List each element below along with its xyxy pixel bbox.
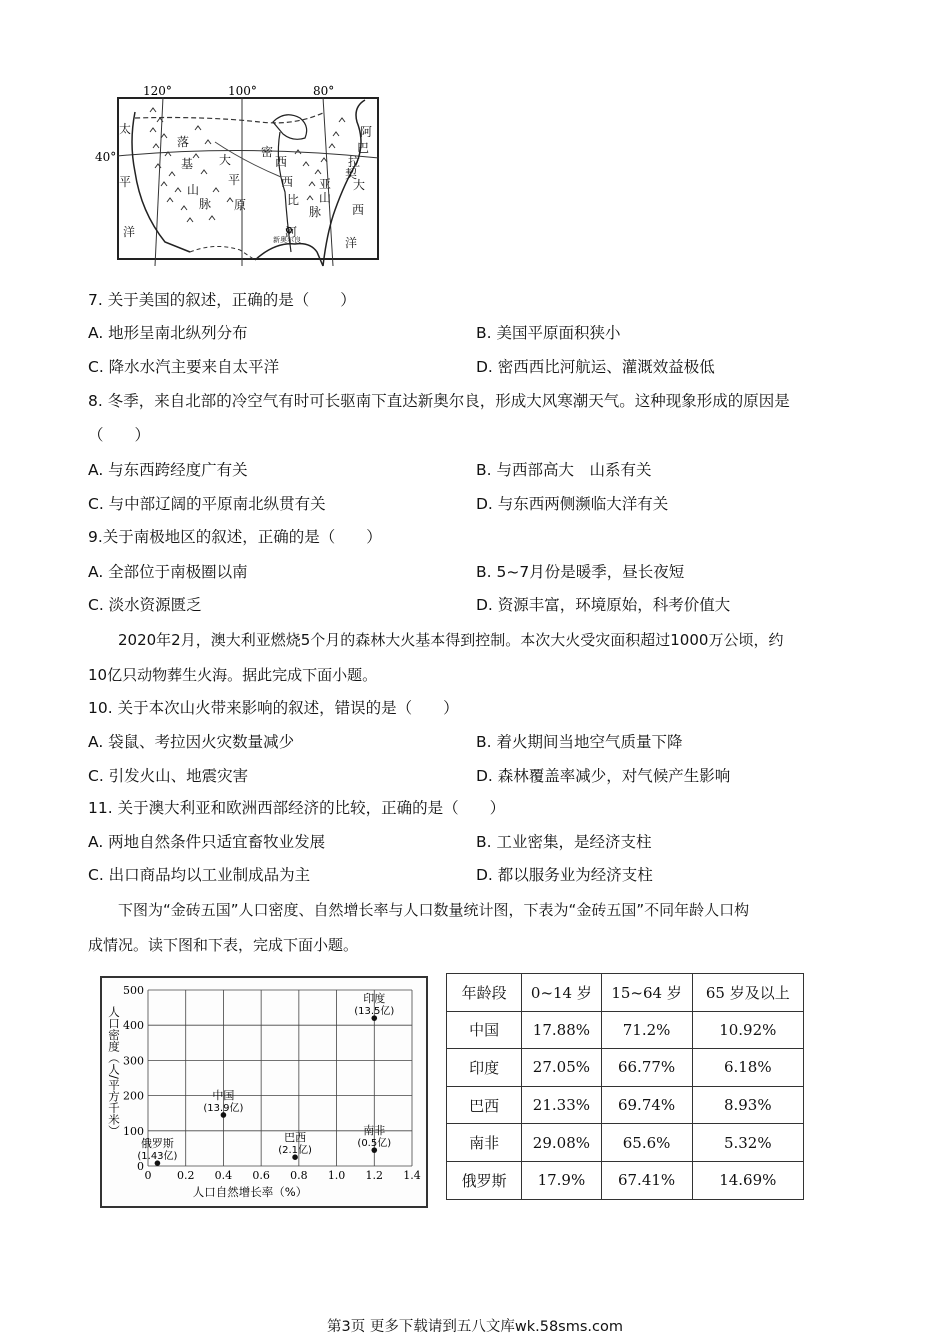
question-10-stem: 10. 关于本次山火带来影响的叙述，错误的是（ ） [88,699,459,717]
x-tick-label: 0 [144,1169,152,1182]
point-pop-label: (13.9亿) [203,1102,244,1114]
table-cell: 67.41% [601,1161,692,1199]
x-tick-label: 0.6 [252,1169,270,1182]
table-row [447,1161,804,1199]
table-cell: 俄罗斯 [447,1161,522,1199]
passage1-line2: 10亿只动物葬生火海。据此完成下面小题。 [88,666,378,684]
table-cell: 印度 [447,1049,522,1087]
q9-option-a: A. 全部位于南极圈以南 [88,563,248,581]
map-label-rocky: 脉 [199,197,212,211]
x-tick-label: 0.4 [214,1169,233,1182]
map-label-appalachian: 巴 [357,141,370,155]
table-cell: 29.08% [522,1124,601,1162]
map-label-mississippi: 西 [281,175,294,189]
table-header-row [447,974,804,1012]
q8-option-a: A. 与东西跨经度广有关 [88,461,248,479]
table-header-cell: 年龄段 [447,974,522,1012]
table-cell: 5.32% [692,1124,803,1162]
table-cell: 14.69% [692,1161,803,1199]
table-cell: 17.9% [522,1161,601,1199]
meridian-120 [155,97,163,266]
y-tick-label: 200 [123,1089,144,1103]
map-label-mississippi: 比 [287,193,300,207]
q10-option-c: C. 引发火山、地震灾害 [88,767,249,785]
map-label-plains: 平 [228,173,241,187]
table-cell: 南非 [447,1124,522,1162]
map-label-new-orleans: 新奥尔良 [273,236,301,244]
lon-label: 80° [313,84,335,98]
question-8-stem: 8. 冬季，来自北部的冷空气有时可长驱南下直达新奥尔良，形成大风寒潮天气。这种现象形成的原因是 [88,392,790,410]
map-label-plains: 原 [234,198,247,212]
table-row [447,1124,804,1162]
x-axis-label: 人口自然增长率（%） [192,1185,308,1199]
map-label-atlantic: 洋 [345,236,358,250]
q10-option-d: D. 森林覆盖率减少，对气候产生影响 [476,767,731,785]
q9-option-b: B. 5~7月份是暖季，昼长夜短 [476,563,685,581]
q10-option-a: A. 袋鼠、考拉因火灾数量减少 [88,733,295,751]
q11-option-c: C. 出口商品均以工业制成品为主 [88,866,311,884]
map-label-appalachian: 山 [319,191,332,205]
table-cell: 中国 [447,1011,522,1049]
scatter-chart [100,976,428,1208]
q7-option-a: A. 地形呈南北纵列分布 [88,324,248,342]
q7-option-d: D. 密西西比河航运、灌溉效益极低 [476,358,715,376]
table-cell: 71.2% [601,1011,692,1049]
table-header-cell: 65 岁及以上 [692,974,803,1012]
q11-option-a: A. 两地自然条件只适宜畜牧业发展 [88,833,326,851]
y-tick-label: 0 [137,1160,144,1173]
border-south [190,246,255,260]
map-label-mississippi: 河 [285,225,298,239]
question-8-stem-cont: （ ） [88,426,151,444]
point-name-label: 中国 [212,1088,235,1102]
point-pop-label: (13.5亿) [354,1006,395,1018]
map-label-pacific: 平 [119,175,132,189]
map-label-mississippi: 密 [261,145,274,159]
great-lakes [273,115,307,140]
map-label-appalachian: 契 [345,167,358,181]
point-name-label: 南非 [363,1124,386,1138]
q11-option-b: B. 工业密集，是经济支柱 [476,833,652,851]
table-cell: 65.6% [601,1124,692,1162]
table-row [447,1011,804,1049]
x-tick-label: 0.8 [290,1169,308,1182]
y-tick-label: 400 [123,1019,144,1033]
map-label-appalachian: 拉 [348,155,361,169]
table-cell: 27.05% [522,1049,601,1087]
point-pop-label: (0.5亿) [357,1138,392,1150]
age-structure-table [446,973,804,1200]
q8-option-c: C. 与中部辽阔的平原南北纵贯有关 [88,495,326,513]
page-footer: 第3页 更多下载请到五八文库wk.58sms.com [327,1319,623,1335]
table-cell: 21.33% [522,1086,601,1124]
map-label-plains: 大 [219,153,232,167]
q10-option-b: B. 着火期间当地空气质量下降 [476,733,683,751]
coast-gulf [255,244,323,266]
table-header-cell: 15~64 岁 [601,974,692,1012]
map-label-pacific: 太 [119,122,132,136]
map-label-mississippi: 西 [275,155,288,169]
passage1-line1: 2020年2月，澳大利亚燃烧5个月的森林大火基本得到控制。本次大火受灾面积超过1000万公顷，约 [118,631,784,649]
table-cell: 6.18% [692,1049,803,1087]
map-label-atlantic: 大 [353,178,366,192]
map-label-appalachian: 阿 [360,125,373,139]
point-name-label: 巴西 [284,1131,307,1145]
parallel-40 [117,150,379,158]
y-tick-label: 100 [123,1124,144,1138]
us-map [95,82,395,268]
q9-option-c: C. 淡水资源匮乏 [88,596,202,614]
y-tick-label: 300 [123,1054,144,1068]
question-7-stem: 7. 关于美国的叙述，正确的是（ ） [88,291,356,309]
x-tick-label: 0.2 [176,1169,195,1182]
q7-option-c: C. 降水水汽主要来自太平洋 [88,358,280,376]
point-pop-label: (2.1亿) [278,1145,312,1157]
map-label-rocky: 山 [187,183,200,197]
table-header-cell: 0~14 岁 [522,974,601,1012]
lon-label: 120° [143,84,172,98]
point-name-label: 印度 [363,992,386,1006]
map-label-rocky: 落 [177,135,190,149]
table-cell: 66.77% [601,1049,692,1087]
x-tick-label: 1.2 [365,1169,384,1182]
map-label-appalachian: 脉 [309,205,322,219]
point-name-label: 俄罗斯 [140,1137,174,1151]
map-label-appalachian: 亚 [319,177,332,191]
table-cell: 8.93% [692,1086,803,1124]
q11-option-d: D. 都以服务业为经济支柱 [476,866,653,884]
table-row [447,1086,804,1124]
q8-option-d: D. 与东西两侧濒临大洋有关 [476,495,669,513]
point-pop-label: (1.43亿) [137,1151,178,1163]
q7-option-b: B. 美国平原面积狭小 [476,324,621,342]
question-11-stem: 11. 关于澳大利亚和欧洲西部经济的比较，正确的是（ ） [88,799,506,817]
x-tick-label: 1.0 [327,1169,346,1182]
table-cell: 17.88% [522,1011,601,1049]
map-label-pacific: 洋 [123,225,136,239]
table-cell: 巴西 [447,1086,522,1124]
map-label-rocky: 基 [181,157,194,171]
question-9-stem: 9.关于南极地区的叙述，正确的是（ ） [88,528,382,546]
x-tick-label: 1.4 [403,1169,421,1182]
map-label-atlantic: 西 [352,203,365,217]
y-tick-label: 500 [123,984,144,997]
passage2-line1: 下图为“金砖五国”人口密度、自然增长率与人口数量统计图，下表为“金砖五国”不同年龄人口构 [118,901,750,919]
border-north [135,112,325,123]
lat-label: 40° [95,150,117,164]
passage2-line2: 成情况。读下图和下表，完成下面小题。 [88,936,359,954]
lon-label: 100° [228,84,257,98]
q8-option-b: B. 与西部高大 山系有关 [476,461,652,479]
table-row [447,1049,804,1087]
table-cell: 10.92% [692,1011,803,1049]
q9-option-d: D. 资源丰富，环境原始，科考价值大 [476,596,731,614]
table-cell: 69.74% [601,1086,692,1124]
y-axis-label: 人口密度（人/平方千米） [107,1006,121,1137]
